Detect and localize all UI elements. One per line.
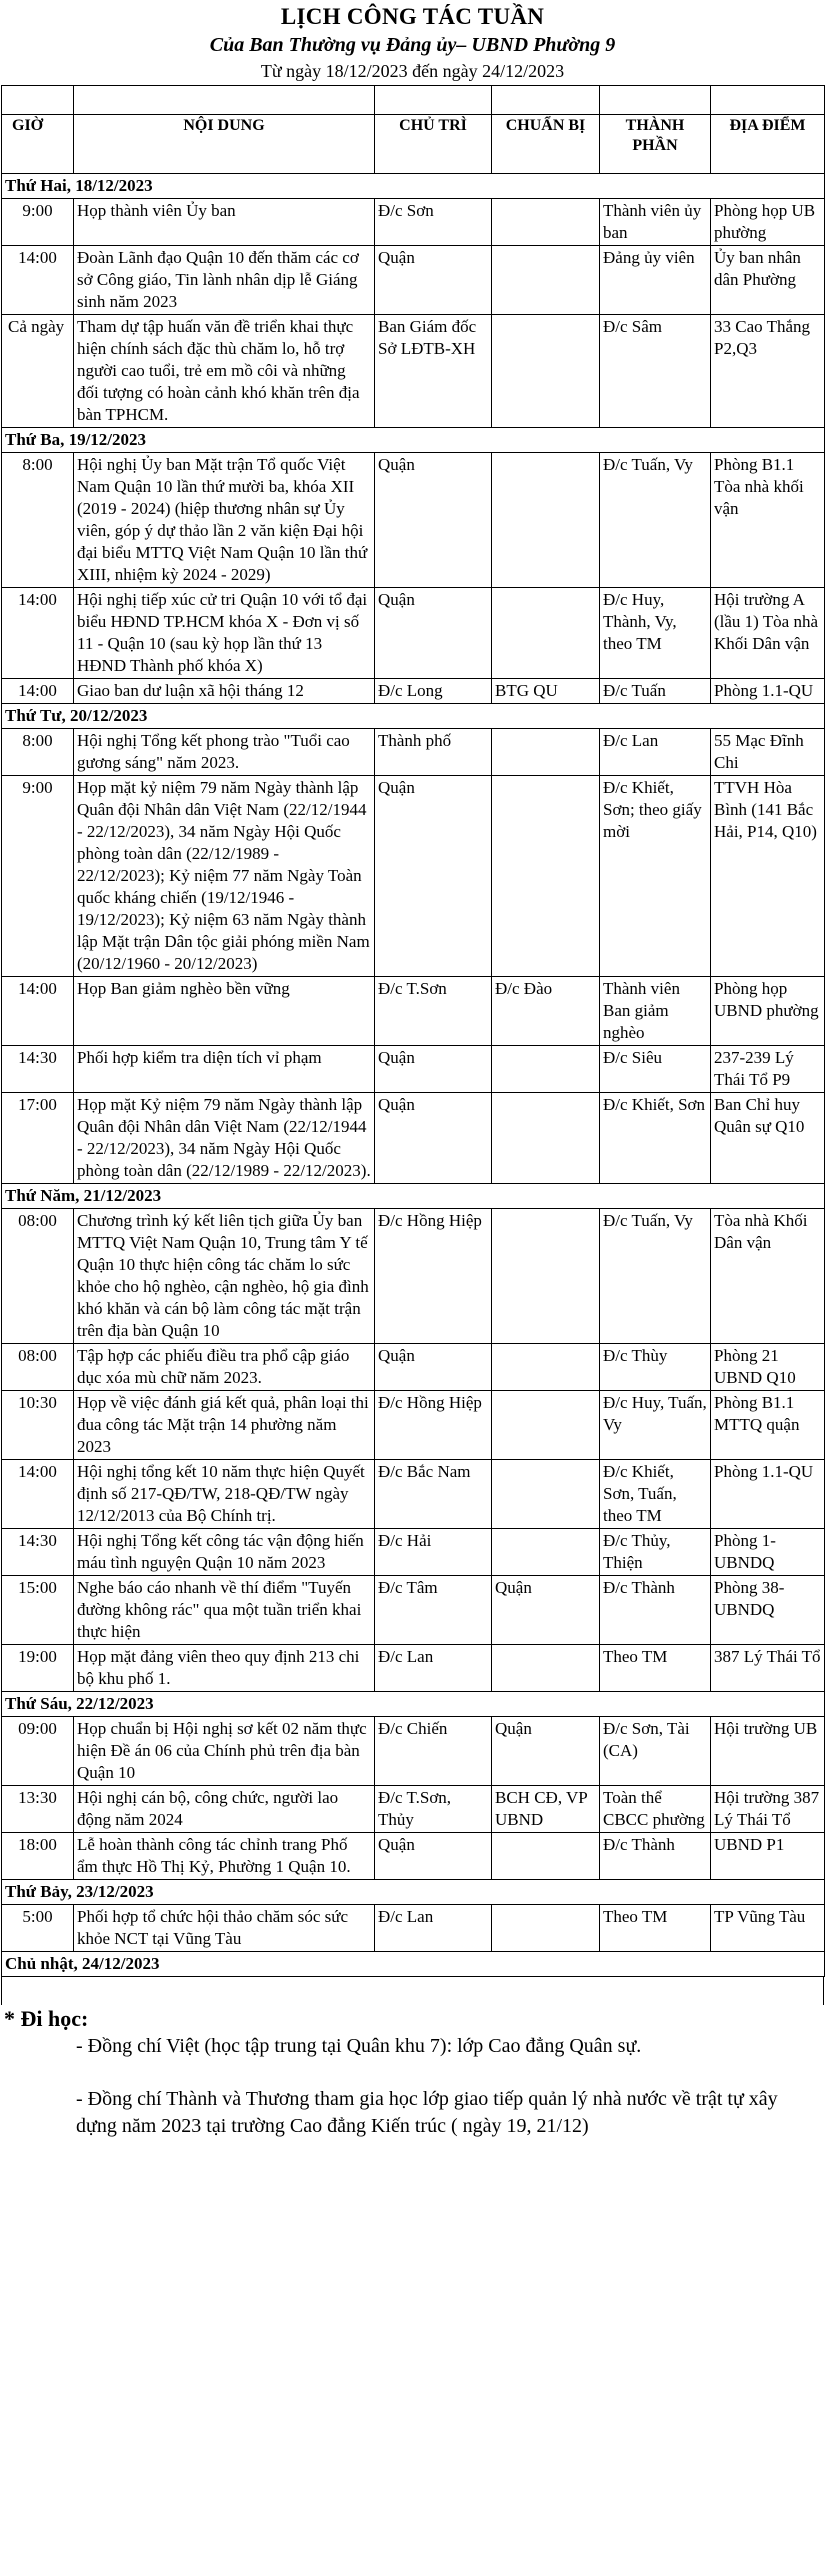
cell-content: Lễ hoàn thành công tác chỉnh trang Phố ẩm thực Hồ Thị Kỷ, Phường 1 Quận 10. bbox=[74, 1833, 375, 1880]
cell-time: Cả ngày bbox=[2, 315, 74, 428]
cell-content: Hội nghị Tổng kết công tác vận động hiến máu tình nguyện Quận 10 năm 2023 bbox=[74, 1529, 375, 1576]
cell-chair: Đ/c Sơn bbox=[375, 199, 492, 246]
table-row bbox=[2, 1905, 825, 1952]
cell-prepare bbox=[492, 1209, 600, 1344]
cell-location: 237-239 Lý Thái Tổ P9 bbox=[711, 1046, 825, 1093]
day-label: Thứ Năm, 21/12/2023 bbox=[2, 1184, 825, 1209]
cell-prepare bbox=[492, 1046, 600, 1093]
cell-participants: Đ/c Huy, Tuấn, Vy bbox=[600, 1391, 711, 1460]
note-item: - Đồng chí Thành và Thương tham gia học lớp giao tiếp quản lý nhà nước về trật tự xây dựng năm 2023 tại trường Cao đẳng Kiến trúc ( ngày 19, 21/12) bbox=[76, 2088, 778, 2137]
cell-participants: Thành viên Ban giảm nghèo bbox=[600, 977, 711, 1046]
cell-time: 09:00 bbox=[2, 1717, 74, 1786]
cell-location: Phòng B1.1 Tòa nhà khối vận bbox=[711, 453, 825, 588]
table-row bbox=[2, 1576, 825, 1645]
cell-location: TTVH Hòa Bình (141 Bắc Hải, P14, Q10) bbox=[711, 776, 825, 977]
cell-content: Phối hợp tổ chức hội thảo chăm sóc sức khỏe NCT tại Vũng Tàu bbox=[74, 1905, 375, 1952]
day-row bbox=[2, 1692, 825, 1717]
cell-location: TP Vũng Tàu bbox=[711, 1905, 825, 1952]
table-row bbox=[2, 315, 825, 428]
table-row bbox=[2, 1529, 825, 1576]
cell-content: Họp Ban giảm nghèo bền vững bbox=[74, 977, 375, 1046]
cell-participants: Đ/c Thùy bbox=[600, 1344, 711, 1391]
cell-prepare bbox=[492, 1645, 600, 1692]
cell-time: 8:00 bbox=[2, 453, 74, 588]
cell-prepare bbox=[492, 1905, 600, 1952]
cell-location: Phòng 1.1-QU bbox=[711, 1460, 825, 1529]
cell-content: Họp chuẩn bị Hội nghị sơ kết 02 năm thực hiện Đề án 06 của Chính phủ trên địa bàn Quận 10 bbox=[74, 1717, 375, 1786]
cell-chair: Quận bbox=[375, 1833, 492, 1880]
cell-chair: Đ/c Long bbox=[375, 679, 492, 704]
cell-participants: Đ/c Siêu bbox=[600, 1046, 711, 1093]
cell-prepare bbox=[492, 1529, 600, 1576]
cell-prepare bbox=[492, 453, 600, 588]
cell-location: Phòng họp UB phường bbox=[711, 199, 825, 246]
cell-prepare bbox=[492, 1460, 600, 1529]
table-row bbox=[2, 1391, 825, 1460]
cell-time: 08:00 bbox=[2, 1209, 74, 1344]
day-label: Thứ Bảy, 23/12/2023 bbox=[2, 1880, 825, 1905]
table-row bbox=[2, 199, 825, 246]
cell-content: Họp mặt đảng viên theo quy định 213 chi bộ khu phố 1. bbox=[74, 1645, 375, 1692]
day-row bbox=[2, 174, 825, 199]
col-header-prepare: CHUẨN BỊ bbox=[492, 115, 600, 174]
cell-prepare: BTG QU bbox=[492, 679, 600, 704]
cell-participants: Thành viên ủy ban bbox=[600, 199, 711, 246]
cell-chair: Đ/c Hải bbox=[375, 1529, 492, 1576]
cell-time: 19:00 bbox=[2, 1645, 74, 1692]
table-row bbox=[2, 1833, 825, 1880]
table-row bbox=[2, 1786, 825, 1833]
cell-content: Họp thành viên Ủy ban bbox=[74, 199, 375, 246]
cell-content: Tập hợp các phiếu điều tra phổ cập giáo dục xóa mù chữ năm 2023. bbox=[74, 1344, 375, 1391]
cell-prepare bbox=[492, 246, 600, 315]
cell-participants: Đ/c Khiết, Sơn, Tuấn, theo TM bbox=[600, 1460, 711, 1529]
day-row bbox=[2, 1184, 825, 1209]
schedule-table bbox=[1, 85, 825, 1977]
day-row bbox=[2, 704, 825, 729]
table-bottom-gap bbox=[1, 1977, 824, 2005]
cell-time: 18:00 bbox=[2, 1833, 74, 1880]
cell-time: 14:30 bbox=[2, 1046, 74, 1093]
cell-time: 8:00 bbox=[2, 729, 74, 776]
cell-chair: Đ/c T.Sơn, Thủy bbox=[375, 1786, 492, 1833]
col-header-participants: THÀNH PHẦN bbox=[600, 115, 711, 174]
cell-prepare bbox=[492, 1344, 600, 1391]
cell-location: Hội trường 387 Lý Thái Tổ bbox=[711, 1786, 825, 1833]
day-label: Thứ Tư, 20/12/2023 bbox=[2, 704, 825, 729]
table-row bbox=[2, 1093, 825, 1184]
cell-chair: Đ/c Tâm bbox=[375, 1576, 492, 1645]
cell-participants: Đ/c Khiết, Sơn; theo giấy mời bbox=[600, 776, 711, 977]
cell-location: UBND P1 bbox=[711, 1833, 825, 1880]
cell-time: 13:30 bbox=[2, 1786, 74, 1833]
cell-chair: Ban Giám đốc Sở LĐTB-XH bbox=[375, 315, 492, 428]
cell-prepare bbox=[492, 199, 600, 246]
cell-time: 14:00 bbox=[2, 977, 74, 1046]
cell-chair: Thành phố bbox=[375, 729, 492, 776]
cell-participants: Đ/c Sơn, Tài (CA) bbox=[600, 1717, 711, 1786]
col-header-time: GIỜ bbox=[2, 115, 74, 174]
day-label: Chủ nhật, 24/12/2023 bbox=[2, 1952, 825, 1977]
cell-chair: Đ/c Chiến bbox=[375, 1717, 492, 1786]
col-header-location: ĐỊA ĐIỂM bbox=[711, 115, 825, 174]
cell-prepare bbox=[492, 1093, 600, 1184]
cell-participants: Theo TM bbox=[600, 1905, 711, 1952]
cell-content: Giao ban dư luận xã hội tháng 12 bbox=[74, 679, 375, 704]
cell-prepare bbox=[492, 776, 600, 977]
cell-time: 08:00 bbox=[2, 1344, 74, 1391]
cell-content: Phối hợp kiểm tra diện tích vỉ phạm bbox=[74, 1046, 375, 1093]
cell-chair: Quận bbox=[375, 1046, 492, 1093]
cell-participants: Đ/c Thủy, Thiện bbox=[600, 1529, 711, 1576]
cell-participants: Đ/c Khiết, Sơn bbox=[600, 1093, 711, 1184]
cell-participants: Theo TM bbox=[600, 1645, 711, 1692]
cell-location: Phòng 1-UBNDQ bbox=[711, 1529, 825, 1576]
cell-time: 14:00 bbox=[2, 588, 74, 679]
notes-section bbox=[0, 2005, 825, 2140]
cell-chair: Quận bbox=[375, 246, 492, 315]
cell-chair: Quận bbox=[375, 1093, 492, 1184]
cell-prepare: Đ/c Đào bbox=[492, 977, 600, 1046]
day-label: Thứ Sáu, 22/12/2023 bbox=[2, 1692, 825, 1717]
table-header bbox=[2, 115, 825, 174]
cell-location: 33 Cao Thắng P2,Q3 bbox=[711, 315, 825, 428]
cell-chair: Quận bbox=[375, 453, 492, 588]
cell-prepare: BCH CĐ, VP UBND bbox=[492, 1786, 600, 1833]
cell-content: Chương trình ký kết liên tịch giữa Ủy ban MTTQ Việt Nam Quận 10, Trung tâm Y tế Quận 10 thực hiện công tác chăm lo sức khỏe cho hộ nghèo, cận nghèo, hộ gia đình khó khăn và cán bộ làm công tác mặt trận trên địa bàn Quận 10 bbox=[74, 1209, 375, 1344]
cell-time: 9:00 bbox=[2, 199, 74, 246]
cell-chair: Đ/c Bắc Nam bbox=[375, 1460, 492, 1529]
cell-content: Đoàn Lãnh đạo Quận 10 đến thăm các cơ sở Công giáo, Tin lành nhân dịp lễ Giáng sinh năm 2023 bbox=[74, 246, 375, 315]
cell-chair: Đ/c Hồng Hiệp bbox=[375, 1209, 492, 1344]
cell-time: 14:00 bbox=[2, 1460, 74, 1529]
table-row bbox=[2, 1645, 825, 1692]
cell-time: 15:00 bbox=[2, 1576, 74, 1645]
table-row bbox=[2, 1460, 825, 1529]
table-row bbox=[2, 246, 825, 315]
table-row bbox=[2, 1209, 825, 1344]
cell-time: 9:00 bbox=[2, 776, 74, 977]
cell-time: 10:30 bbox=[2, 1391, 74, 1460]
cell-location: Phòng họp UBND phường bbox=[711, 977, 825, 1046]
cell-chair: Đ/c Hồng Hiệp bbox=[375, 1391, 492, 1460]
cell-chair: Quận bbox=[375, 1344, 492, 1391]
cell-content: Hội nghị tổng kết 10 năm thực hiện Quyết định số 217-QĐ/TW, 218-QĐ/TW ngày 12/12/2013 của Bộ Chính trị. bbox=[74, 1460, 375, 1529]
date-range: Từ ngày 18/12/2023 đến ngày 24/12/2023 bbox=[260, 61, 565, 81]
table-row bbox=[2, 1046, 825, 1093]
notes-title: * Đi học: bbox=[4, 2006, 89, 2031]
cell-location: Ban Chỉ huy Quân sự Q10 bbox=[711, 1093, 825, 1184]
day-label: Thứ Ba, 19/12/2023 bbox=[2, 428, 825, 453]
cell-time: 5:00 bbox=[2, 1905, 74, 1952]
cell-content: Hội nghị Ủy ban Mặt trận Tổ quốc Việt Nam Quận 10 lần thứ mười ba, khóa XII (2019 - 2024) (hiệp thương nhân sự Ủy viên, góp ý dự thảo lần 2 văn kiện Đại hội đại biểu MTTQ Việt Nam Quận 10 lần thứ XIII, nhiệm kỳ 2024 - 2029) bbox=[74, 453, 375, 588]
cell-participants: Đảng ủy viên bbox=[600, 246, 711, 315]
cell-prepare bbox=[492, 315, 600, 428]
cell-prepare bbox=[492, 1391, 600, 1460]
cell-content: Hội nghị tiếp xúc cử tri Quận 10 với tổ đại biểu HĐND TP.HCM khóa X - Đơn vị số 11 - Quận 10 (sau kỳ họp lần thứ 13 HĐND Thành phố khóa X) bbox=[74, 588, 375, 679]
page-subtitle: Của Ban Thường vụ Đảng ủy– UBND Phường 9 bbox=[209, 34, 616, 56]
cell-location: Phòng 21 UBND Q10 bbox=[711, 1344, 825, 1391]
cell-content: Họp về việc đánh giá kết quả, phân loại thi đua công tác Mặt trận 14 phường năm 2023 bbox=[74, 1391, 375, 1460]
cell-content: Hội nghị Tổng kết phong trào "Tuổi cao gương sáng" năm 2023. bbox=[74, 729, 375, 776]
cell-participants: Đ/c Thành bbox=[600, 1833, 711, 1880]
cell-location: Hội trường A (lầu 1) Tòa nhà Khối Dân vận bbox=[711, 588, 825, 679]
cell-location: Hội trường UB bbox=[711, 1717, 825, 1786]
cell-time: 14:00 bbox=[2, 246, 74, 315]
cell-content: Họp mặt Kỷ niệm 79 năm Ngày thành lập Quân đội Nhân dân Việt Nam (22/12/1944 - 22/12/2023), 34 năm Ngày Hội Quốc phòng toàn dân (22/12/1989 - 22/12/2023). bbox=[74, 1093, 375, 1184]
cell-chair: Đ/c Lan bbox=[375, 1905, 492, 1952]
table-row bbox=[2, 1717, 825, 1786]
col-header-chair: CHỦ TRÌ bbox=[375, 115, 492, 174]
day-row bbox=[2, 1952, 825, 1977]
cell-chair: Quận bbox=[375, 588, 492, 679]
cell-chair: Đ/c T.Sơn bbox=[375, 977, 492, 1046]
cell-participants: Đ/c Tuấn, Vy bbox=[600, 453, 711, 588]
cell-prepare: Quận bbox=[492, 1717, 600, 1786]
cell-participants: Toàn thể CBCC phường bbox=[600, 1786, 711, 1833]
cell-participants: Đ/c Huy, Thành, Vy, theo TM bbox=[600, 588, 711, 679]
cell-time: 14:30 bbox=[2, 1529, 74, 1576]
day-row bbox=[2, 428, 825, 453]
cell-participants: Đ/c Thành bbox=[600, 1576, 711, 1645]
cell-location: Phòng 1.1-QU bbox=[711, 679, 825, 704]
spacer-row bbox=[2, 86, 825, 115]
cell-content: Tham dự tập huấn văn đề triển khai thực hiện chính sách đặc thù chăm lo, hỗ trợ người cao tuổi, trẻ em mồ côi và những đối tượng có hoàn cảnh khó khăn trên địa bàn TPHCM. bbox=[74, 315, 375, 428]
table-row bbox=[2, 679, 825, 704]
cell-location: 55 Mạc Đĩnh Chi bbox=[711, 729, 825, 776]
col-header-content: NỘI DUNG bbox=[74, 115, 375, 174]
table-row bbox=[2, 977, 825, 1046]
table-row bbox=[2, 1344, 825, 1391]
cell-location: 387 Lý Thái Tổ bbox=[711, 1645, 825, 1692]
cell-prepare bbox=[492, 588, 600, 679]
page-title: LỊCH CÔNG TÁC TUẦN bbox=[280, 4, 545, 29]
table-row bbox=[2, 776, 825, 977]
cell-participants: Đ/c Tuấn bbox=[600, 679, 711, 704]
cell-location: Ủy ban nhân dân Phường bbox=[711, 246, 825, 315]
cell-location: Tòa nhà Khối Dân vận bbox=[711, 1209, 825, 1344]
cell-prepare: Quận bbox=[492, 1576, 600, 1645]
cell-participants: Đ/c Sâm bbox=[600, 315, 711, 428]
day-label: Thứ Hai, 18/12/2023 bbox=[2, 174, 825, 199]
cell-time: 17:00 bbox=[2, 1093, 74, 1184]
table-row bbox=[2, 588, 825, 679]
cell-location: Phòng B1.1 MTTQ quận bbox=[711, 1391, 825, 1460]
table-row bbox=[2, 453, 825, 588]
day-row bbox=[2, 1880, 825, 1905]
cell-chair: Đ/c Lan bbox=[375, 1645, 492, 1692]
cell-content: Họp mặt kỷ niệm 79 năm Ngày thành lập Quân đội Nhân dân Việt Nam (22/12/1944 - 22/12/2023), 34 năm Ngày Hội Quốc phòng toàn dân (22/12/1989 - 22/12/2023); Kỷ niệm 77 năm Ngày Toàn quốc kháng chiến (19/12/1946 - 19/12/2023); Kỷ niệm 63 năm Ngày thành lập Mặt trận Dân tộc giải phóng miền Nam (20/12/1960 - 20/12/2023) bbox=[74, 776, 375, 977]
cell-prepare bbox=[492, 729, 600, 776]
cell-content: Hội nghị cán bộ, công chức, người lao động năm 2024 bbox=[74, 1786, 375, 1833]
note-item: - Đồng chí Việt (học tập trung tại Quân khu 7): lớp Cao đẳng Quân sự. bbox=[76, 2035, 642, 2057]
table-row bbox=[2, 729, 825, 776]
cell-chair: Quận bbox=[375, 776, 492, 977]
cell-location: Phòng 38-UBNDQ bbox=[711, 1576, 825, 1645]
cell-prepare bbox=[492, 1833, 600, 1880]
cell-time: 14:00 bbox=[2, 679, 74, 704]
cell-content: Nghe báo cáo nhanh về thí điểm "Tuyến đường không rác" qua một tuần triển khai thực hiện bbox=[74, 1576, 375, 1645]
cell-participants: Đ/c Tuấn, Vy bbox=[600, 1209, 711, 1344]
cell-participants: Đ/c Lan bbox=[600, 729, 711, 776]
